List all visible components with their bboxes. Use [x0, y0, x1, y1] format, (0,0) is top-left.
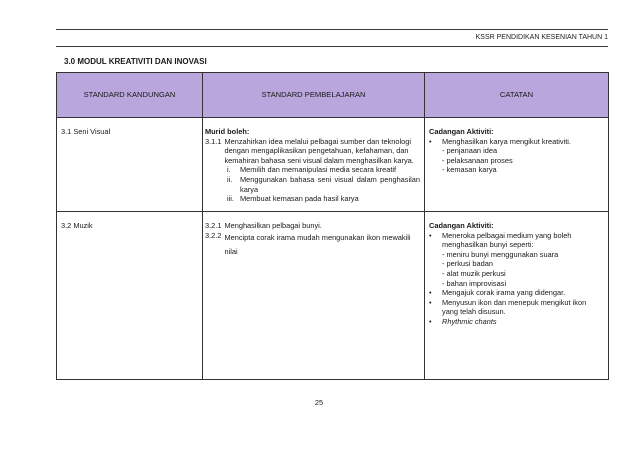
running-head: KSSR PENDIDIKAN KESENIAN TAHUN 1	[475, 34, 608, 41]
learning-item	[205, 231, 420, 259]
sub-item-text: Membuat kemasan pada hasil karya	[240, 194, 359, 204]
header-catatan: CATATAN	[425, 73, 609, 118]
sub-item-number: ii.	[227, 174, 233, 184]
sub-item	[227, 194, 420, 204]
header-standard-kandungan: STANDARD KANDUNGAN	[57, 73, 203, 118]
catatan-bullet: • Menghasilkan karya mengikut kreativiti.	[429, 136, 571, 146]
catatan-dash-item: - kemasan karya	[442, 165, 497, 175]
bullet-icon: •	[429, 230, 432, 240]
sub-item	[227, 165, 420, 175]
catatan-dash-item: - meniru bunyi menggunakan suara	[442, 249, 559, 259]
catatan-dash-item: - alat muzik perkusi	[442, 268, 506, 278]
cell-catatan	[425, 212, 609, 380]
catatan-dash-item: - penjanaan idea	[442, 146, 498, 156]
section-title: 3.0 MODUL KREATIVITI DAN INOVASI	[64, 57, 207, 66]
catatan-bullet: • Menyusun ikon dan menepuk mengikut ikon yang telah disusun.	[429, 297, 587, 317]
table-header-row	[57, 73, 609, 118]
item-text: Mencipta corak irama mudah mengunakan ikon mewakili nilai	[224, 232, 411, 256]
page-number: 25	[314, 398, 324, 407]
cell-catatan	[425, 118, 609, 212]
item-number: 3.2.2	[205, 230, 222, 240]
curriculum-table	[56, 72, 609, 380]
bullet-icon: •	[429, 136, 432, 146]
kandungan-text: 3.1 Seni Visual	[61, 127, 111, 136]
sub-item	[227, 175, 420, 194]
bullet-icon: •	[429, 316, 432, 326]
catatan-label: Cadangan Aktiviti:	[429, 221, 494, 230]
table-row	[57, 118, 609, 212]
bullet-icon: •	[429, 297, 432, 307]
pembelajaran-label: Murid boleh:	[205, 127, 250, 136]
cell-pembelajaran	[203, 118, 425, 212]
item-text: Menghasilkan pelbagai bunyi.	[224, 221, 322, 230]
bullet-icon: •	[429, 288, 432, 298]
sub-item-text: Memilih dan memanipulasi media secara kreatif	[240, 165, 397, 175]
sub-item-number: iii.	[227, 194, 234, 204]
cell-pembelajaran	[203, 212, 425, 380]
item-text: Menzahirkan idea melalui pelbagai sumber dan teknologi dengan mengaplikasikan pengetahuan, kefahaman, dan kemahiran bahasa seni visual dalam menghasilkan karya.	[224, 136, 414, 165]
learning-item	[205, 221, 420, 231]
table-row	[57, 212, 609, 380]
catatan-bullet: • Mengajuk corak irama yang didengar.	[429, 288, 566, 298]
sub-item-number: i.	[227, 165, 231, 175]
header-rule-top	[56, 29, 608, 30]
sub-item-text: Menggunakan bahasa seni visual dalam penghasilan karya	[240, 174, 420, 194]
catatan-dash-item: - perkusi badan	[442, 259, 493, 269]
catatan-bullet: • Rhythmic chants	[429, 316, 497, 326]
learning-item	[205, 137, 420, 166]
catatan-label: Cadangan Aktiviti:	[429, 127, 494, 136]
item-number: 3.1.1	[205, 136, 222, 146]
header-rule-bottom	[56, 46, 608, 47]
catatan-bullet: • Meneroka pelbagai medium yang boleh menghasilkan bunyi seperti:	[429, 230, 572, 250]
catatan-dash-item: - pelaksanaan proses	[442, 155, 513, 165]
catatan-dash-item: - bahan improvisasi	[442, 278, 507, 288]
cell-kandungan	[57, 212, 203, 380]
cell-kandungan	[57, 118, 203, 212]
header-standard-pembelajaran: STANDARD PEMBELAJARAN	[203, 73, 425, 118]
item-number: 3.2.1	[205, 221, 222, 230]
kandungan-text: 3.2 Muzik	[61, 221, 93, 230]
